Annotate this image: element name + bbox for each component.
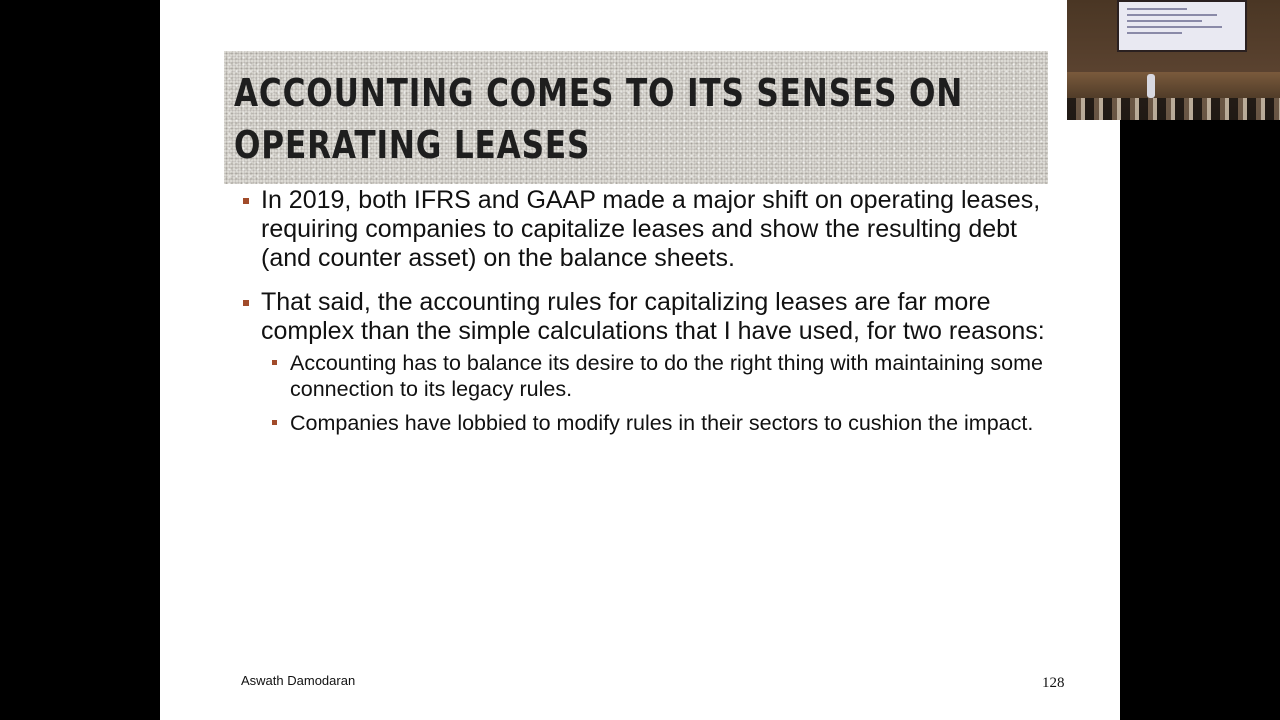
projector-screen (1117, 0, 1247, 52)
footer-author: Aswath Damodaran (241, 673, 356, 688)
bullet-marker-icon (243, 300, 249, 306)
bullet-text: That said, the accounting rules for capitalizing leases are far more complex than the simple calculations that I have used, for two reasons: (261, 288, 1045, 345)
slide (160, 0, 1120, 720)
speaker-video-thumbnail[interactable] (1067, 0, 1280, 120)
sub-bullet-list (261, 350, 1050, 436)
page-number: 128 (1042, 675, 1065, 691)
sub-bullet-marker-icon (272, 420, 277, 425)
bullet-item (240, 186, 1050, 273)
sub-bullet-marker-icon (272, 360, 277, 365)
sub-bullet-text: Accounting has to balance its desire to do the right thing with maintaining some connection to its legacy rules. (290, 351, 1043, 401)
sub-bullet-item (261, 350, 1050, 402)
title-band (224, 51, 1048, 184)
sub-bullet-item (261, 410, 1050, 436)
sub-bullet-text: Companies have lobbied to modify rules in their sectors to cushion the impact. (290, 411, 1034, 435)
audience (1067, 98, 1280, 120)
bullet-text: In 2019, both IFRS and GAAP made a major shift on operating leases, requiring companies to capitalize leases and show the resulting debt (and counter asset) on the balance sheets. (261, 186, 1041, 272)
bullet-list (240, 186, 1050, 451)
speaker-figure (1147, 74, 1155, 98)
bullet-item (240, 288, 1050, 436)
slide-title: ACCOUNTING COMES TO ITS SENSES ON OPERATING LEASES (234, 71, 964, 167)
bullet-marker-icon (243, 198, 249, 204)
